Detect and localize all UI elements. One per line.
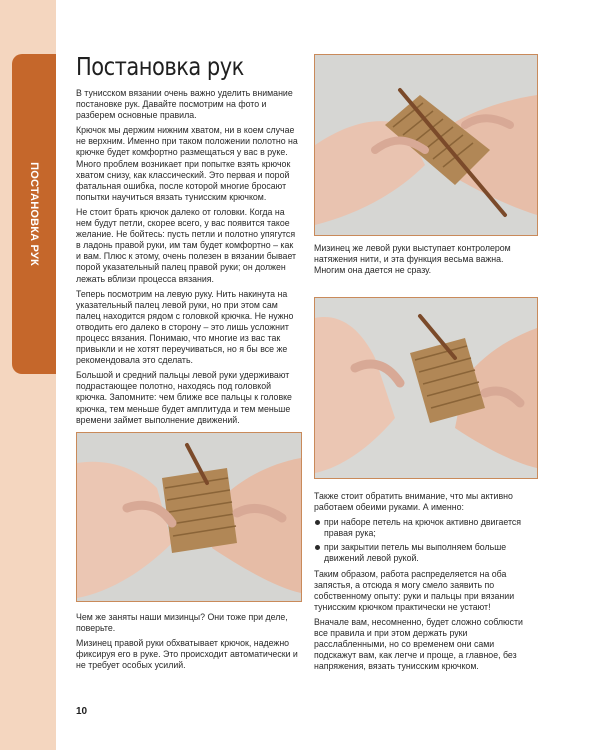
left-column-bottom [76,612,300,675]
paragraph: Мизинец правой руки обхватывает крючок, надежно фиксируя его в руке. Это происходит автоматически и не требует особых усилий. [76,638,298,671]
paragraph: Также стоит обратить внимание, что мы активно работаем обеими руками. А именно: [314,491,513,513]
paragraph: Большой и средний пальцы левой руки удерживают подрастающее полотно, находясь под головкой крючка. Запомните: чем ближе все пальцы к головке крючка, тем меньше будет амплитуда и тем меньше времени займет выполнение движений. [76,370,292,425]
photo-hands-grip-1 [314,54,538,236]
left-column-top [76,88,300,430]
paragraph: Чем же заняты наши мизинцы? Они тоже при деле, поверьте. [76,612,288,634]
photo-hands-grip-3 [76,432,302,602]
page-number: 10 [76,706,88,717]
photo-illustration [77,433,301,601]
section-tab-label: ПОСТАНОВКА РУК [28,162,40,266]
paragraph: Вначале вам, несомненно, будет сложно соблюсти все правила и при этом держать руки расслабленными, но со временем они сами подскажут вам, как легче и проще, а главное, без напряжения, вязать тунисским крючком. [314,616,523,672]
photo-hands-grip-2 [314,297,538,479]
list-item [314,517,538,539]
list-item-text: при закрытии петель мы выполняем больше движений левой рукой. [324,542,507,564]
right-column-mid [314,243,536,280]
section-tab [12,54,56,374]
paragraph: В тунисском вязании очень важно уделить внимание постановке рук. Давайте посмотрим на фото и разберем основные правила. [76,88,293,121]
list-item-text: при наборе петель на крючок активно двигается правая рука; [324,517,522,539]
bullet-icon [315,520,320,525]
paragraph: Мизинец же левой руки выступает контролером натяжения нити, и эта функция весьма важна. Многим она дается не сразу. [314,243,511,276]
paragraph: Крючок мы держим нижним хватом, ни в коем случае не верхним. Именно при таком положении полотно на крючке будет комфортно размещаться у вас в руке. Много проблем возникает при попытке взять крючок хватом снизу, как классический. Это первая и порой фатальная ошибка, после которой многие бросают попытки научиться вязать тунисским крючком. [76,125,298,202]
photo-illustration [315,55,537,235]
paragraph: Не стоит брать крючок далеко от головки. Когда на нем будут петли, скорее всего, у вас появится такое желание. Не бойтесь: пусть петли и полотно упягутся в ладонь правой руки, им там будет комфортно – как и вам. Плюс к этому, очень полезен в вязании бывает порой указательный палец правой руки; он должен лежать вблизи процесса вязания. [76,206,297,284]
photo-illustration [315,298,537,478]
bullet-icon [315,545,320,550]
right-column-bottom [314,491,538,676]
paragraph: Теперь посмотрим на левую руку. Нить накинута на указательный палец левой руки, но при этом сам палец находится рядом с головкой крючка. Не нужно отводить его далеко в сторону – это лишь усложнит процесс вязания. Понимаю, что многие из вас так привыкли и не хотят переучиваться, но я бы все же рекомендовала это сделать. [76,288,294,366]
page-title: Постановка рук [76,52,244,81]
bullet-list [314,517,538,564]
paragraph: Таким образом, работа распределяется на оба запястья, а отсюда я могу смело заявить по собственному опыту: руки и пальцы при вязании тунисским крючком практически не устают! [314,568,515,612]
list-item [314,542,538,564]
